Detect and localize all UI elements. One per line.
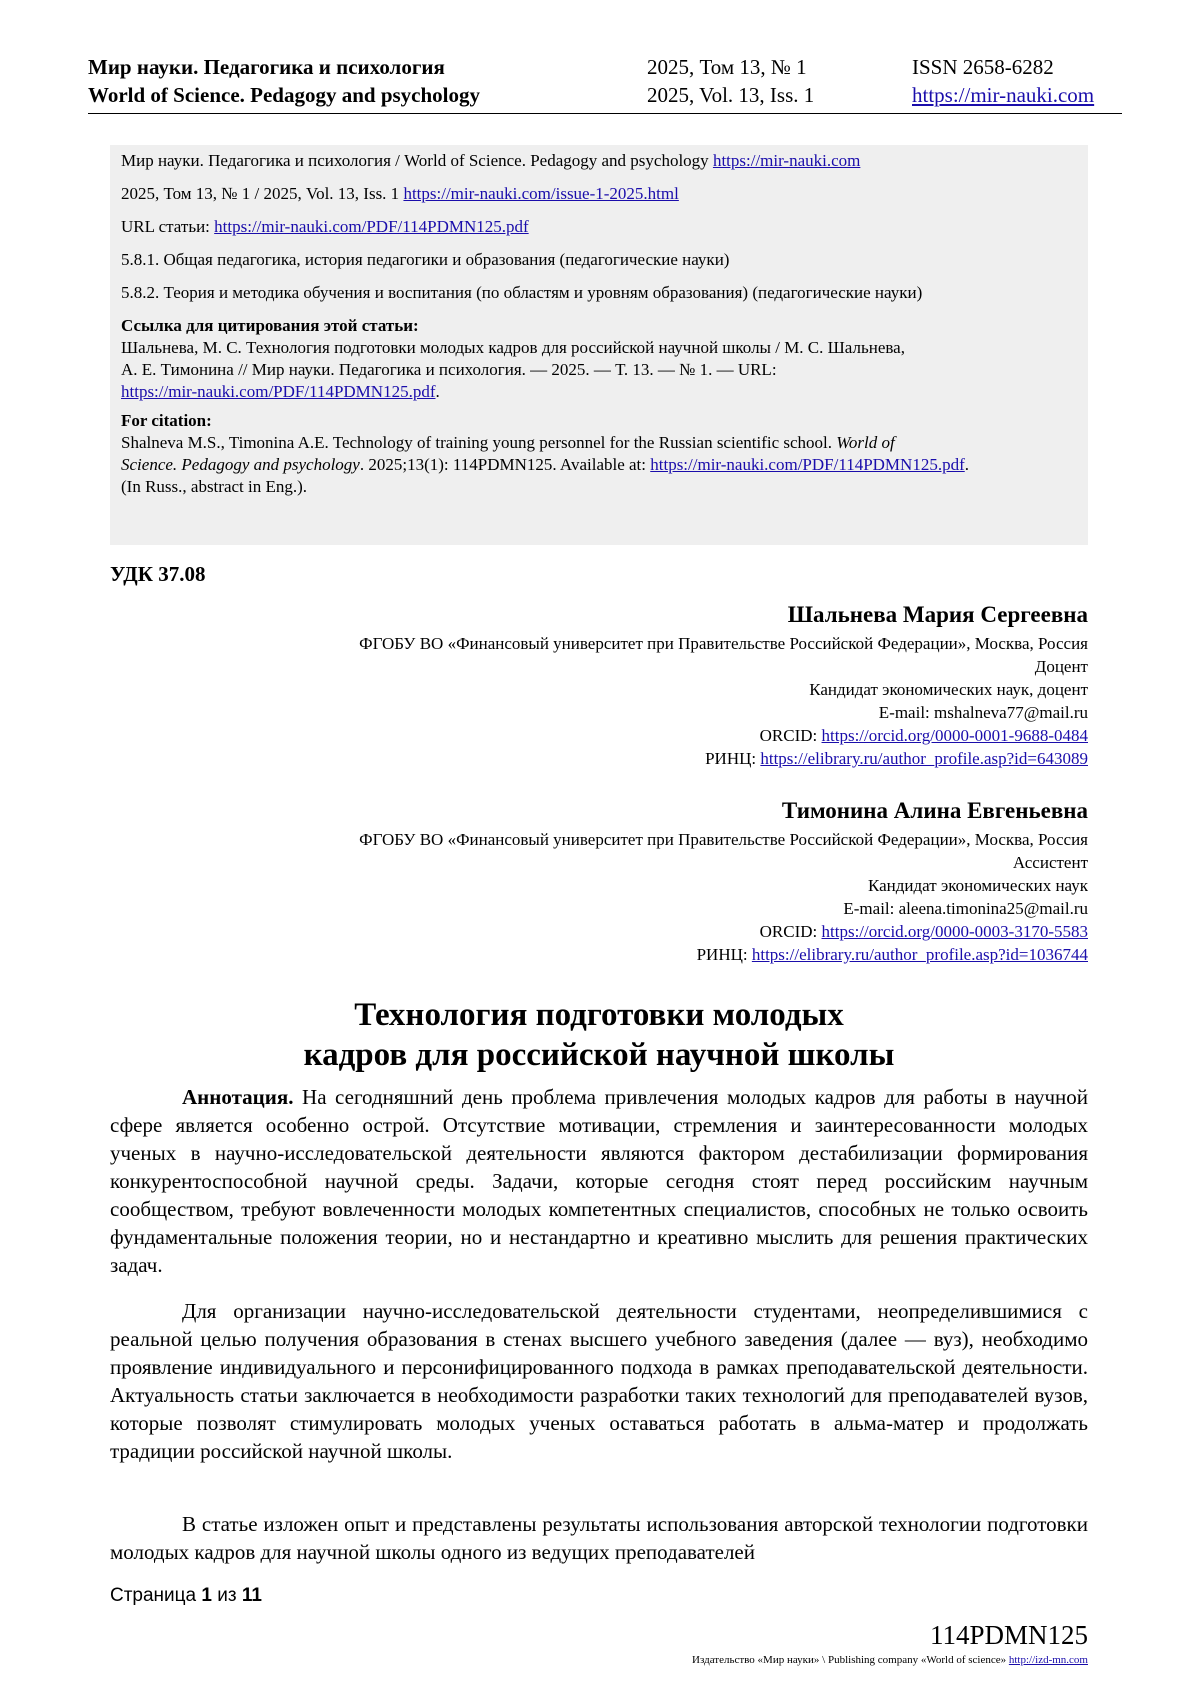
- issue-ru: 2025, Том 13, № 1: [647, 55, 807, 79]
- page-of: из: [211, 1585, 242, 1606]
- cite-en-journal-b: Science. Pedagogy and psychology: [121, 455, 360, 474]
- rinc-link[interactable]: https://elibrary.ru/author_profile.asp?id=1036744: [751, 945, 1088, 964]
- issue-en: 2025, Vol. 13, Iss. 1: [647, 83, 815, 107]
- page-counter: [110, 1585, 262, 1607]
- cite-url-label: URL статьи:: [121, 217, 215, 236]
- abstract-label: Аннотация.: [182, 1085, 294, 1109]
- rinc-label: РИНЦ:: [696, 945, 752, 964]
- page-total: 11: [241, 1585, 262, 1606]
- author-affiliation: ФГОБУ ВО «Финансовый университет при Правительстве Российской Федерации», Москва, Россия: [359, 830, 1088, 849]
- author-rinc: [359, 747, 1088, 770]
- author-degree: Кандидат экономических наук: [868, 876, 1088, 895]
- cite-en-text1: Shalneva M.S., Timonina A.E. Technology of training young personnel for the Russian scientific school.: [121, 433, 837, 452]
- cite-issue-text: 2025, Том 13, № 1 / 2025, Vol. 13, Iss. 1: [121, 184, 404, 203]
- cite-issue-link[interactable]: https://mir-nauki.com/issue-1-2025.html: [403, 184, 679, 203]
- cite-ru-link[interactable]: https://mir-nauki.com/PDF/114PDMN125.pdf: [121, 382, 436, 401]
- cite-ru-line2: А. Е. Тимонина // Мир науки. Педагогика и психология. — 2025. — Т. 13. — № 1. — URL:: [121, 360, 777, 379]
- article-title-line2: кадров для российской научной школы: [303, 1037, 895, 1073]
- cite-ru-heading: Ссылка для цитирования этой статьи:: [121, 316, 419, 335]
- author-orcid: [359, 724, 1088, 747]
- orcid-label: ORCID:: [759, 922, 822, 941]
- author-degree: Кандидат экономических наук, доцент: [809, 680, 1088, 699]
- cite-url-link[interactable]: https://mir-nauki.com/PDF/114PDMN125.pdf: [214, 217, 529, 236]
- issn: ISSN 2658-6282: [912, 55, 1054, 79]
- orcid-label: ORCID:: [759, 726, 822, 745]
- journal-title-en: World of Science. Pedagogy and psychology: [88, 83, 481, 107]
- cite-journal-link[interactable]: https://mir-nauki.com: [712, 151, 861, 170]
- author-name: Тимонина Алина Евгеньевна: [781, 798, 1088, 823]
- cite-en-text2: . 2025;13(1): 114PDMN125. Available at:: [359, 455, 651, 474]
- article-code: 114PDMN125: [929, 1620, 1088, 1650]
- author-position: Ассистент: [1012, 853, 1088, 872]
- publisher-line: [692, 1654, 1088, 1666]
- cite-specialty-1: 5.8.1. Общая педагогика, история педагогики и образования (педагогические науки): [121, 250, 730, 269]
- abstract-text: На сегодняшний день проблема привлечения молодых кадров для работы в научной сфере является особенно острой. Отсутствие мотивации, стремления и заинтересованности молодых ученых в научно-исследовательской деятельности являются фактором дестабилизации формирования конкурентоспособной научной среды. Задачи, которые сегодня стоят перед российским научным сообществом, требуют вовлеченности молодых компетентных специалистов, способных не только освоить фундаментальные положения теории, но и нестандартно и креативно мыслить для решения практических задач.: [110, 1085, 1088, 1277]
- cite-en-heading: For citation:: [121, 411, 212, 430]
- email-value: mshalneva77@mail.ru: [934, 703, 1088, 722]
- page-current: 1: [201, 1585, 212, 1606]
- journal-header: [88, 53, 1122, 114]
- cite-journal-text: Мир науки. Педагогика и психология / World of Science. Pedagogy and psychology: [121, 151, 713, 170]
- author-rinc: [359, 943, 1088, 966]
- journal-title-ru: Мир науки. Педагогика и психология: [88, 55, 445, 79]
- cite-ru-line3: [121, 379, 440, 404]
- cite-url-line: [121, 214, 529, 239]
- email-label: E-mail:: [843, 899, 899, 918]
- site-link[interactable]: https://mir-nauki.com: [912, 83, 1095, 107]
- author-block-2: [359, 796, 1088, 966]
- cite-ru-line1: Шальнева, М. С. Технология подготовки молодых кадров для российской научной школы / М. С. Шальнева,: [121, 338, 905, 357]
- abstract-paragraph: [110, 1083, 1088, 1279]
- body-paragraph-3: В статье изложен опыт и представлены результаты использования авторской технологии подготовки молодых кадров для научной школы одного из ведущих преподавателей: [110, 1512, 1088, 1564]
- rinc-link[interactable]: https://elibrary.ru/author_profile.asp?id=643089: [760, 749, 1088, 768]
- body-paragraph-2: Для организации научно-исследовательской деятельности студентами, неопределившимися с реальной целью получения образования в стенах высшего учебного заведения (далее — вуз), необходимо проявление индивидуального и персонифицированного подхода в рамках преподавательской деятельности. Актуальность статьи заключается в необходимости разработки таких технологий для преподавателей вузов, которые позволят стимулировать молодых ученых оставаться работать в альма-матер и продолжать традиции российской научной школы.: [110, 1299, 1088, 1463]
- email-label: E-mail:: [878, 703, 935, 722]
- article-title: [110, 995, 1088, 1075]
- author-email: [359, 701, 1088, 724]
- rinc-label: РИНЦ:: [705, 749, 761, 768]
- cite-en-journal-a: World of: [836, 433, 895, 452]
- author-block-1: [359, 600, 1088, 770]
- cite-specialty-2: 5.8.2. Теория и методика обучения и воспитания (по областям и уровням образования) (педагогические науки): [121, 283, 923, 302]
- cite-en-link[interactable]: https://mir-nauki.com/PDF/114PDMN125.pdf: [650, 455, 965, 474]
- cite-en-end: .: [964, 455, 969, 474]
- email-value: aleena.timonina25@mail.ru: [898, 899, 1088, 918]
- citation-box: [110, 145, 1088, 545]
- cite-en-line3: (In Russ., abstract in Eng.).: [121, 477, 308, 496]
- cite-ru-end: .: [435, 382, 440, 401]
- author-email: [359, 897, 1088, 920]
- article-title-line1: Технология подготовки молодых: [354, 997, 844, 1033]
- publisher-link[interactable]: http://izd-mn.com: [1008, 1654, 1088, 1666]
- author-orcid: [359, 920, 1088, 943]
- udk: УДК 37.08: [110, 562, 206, 586]
- cite-issue-line: [121, 181, 679, 206]
- publisher-text: Издательство «Мир науки» \ Publishing company «World of science»: [692, 1654, 1009, 1666]
- orcid-link[interactable]: https://orcid.org/0000-0001-9688-0484: [821, 726, 1088, 745]
- author-affiliation: ФГОБУ ВО «Финансовый университет при Правительстве Российской Федерации», Москва, Россия: [359, 634, 1088, 653]
- author-position: Доцент: [1034, 657, 1088, 676]
- orcid-link[interactable]: https://orcid.org/0000-0003-3170-5583: [821, 922, 1088, 941]
- cite-journal-line: [121, 148, 860, 173]
- page-label: Страница: [110, 1585, 202, 1606]
- author-name: Шальнева Мария Сергеевна: [787, 602, 1088, 627]
